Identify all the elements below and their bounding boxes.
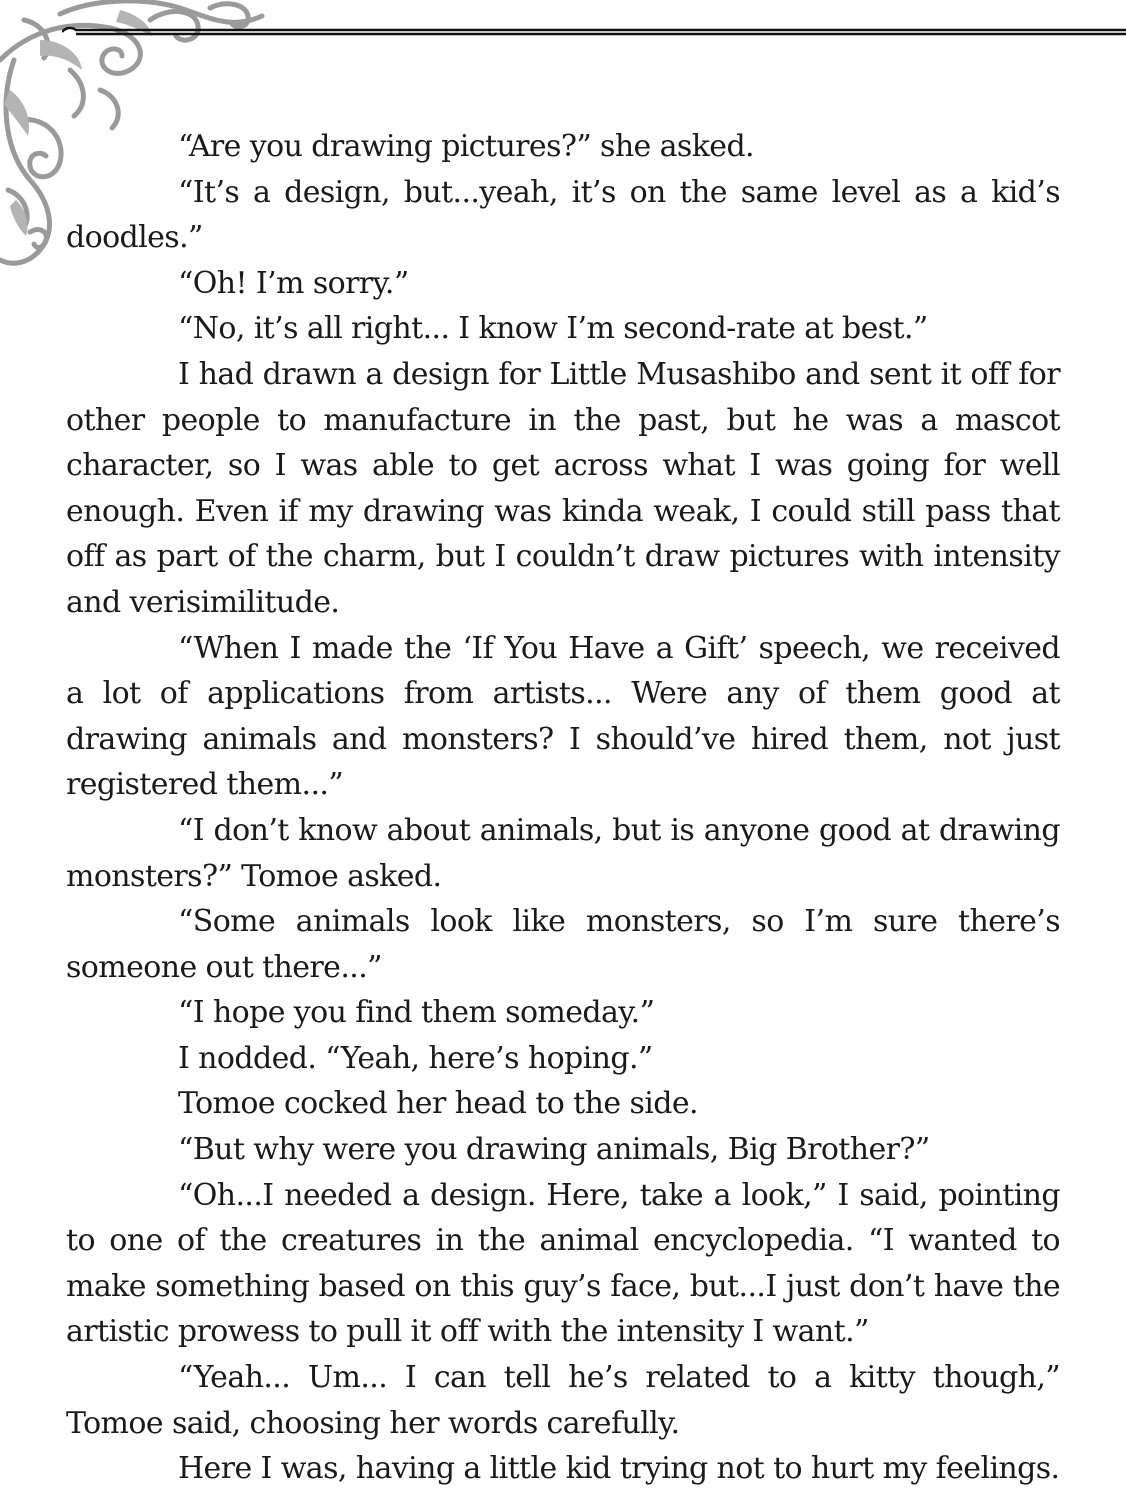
paragraph: “I hope you find them someday.”: [178, 995, 655, 1031]
paragraph: “Oh! I’m sorry.”: [178, 265, 409, 301]
paragraph: “When I made the ‘If You Have a Gift’ speech, we received a lot of applications from artists... Were any of them good at drawing animals and monsters? I should’ve hired them, not just registered them...”: [66, 630, 1060, 803]
paragraph: Here I was, having a little kid trying not to hurt my feelings.: [178, 1451, 1060, 1487]
paragraph: I had drawn a design for Little Musashibo and sent it off for other people to manufacture in the past, but he was a mascot character, so I was able to get across what I was going for well enough. Even if my drawing was kinda weak, I could still pass that off as part of the charm, but I couldn’t draw pictures with intensity and verisimilitude.: [66, 356, 1060, 620]
header-rule-icon: [62, 26, 1126, 38]
paragraph: “It’s a design, but...yeah, it’s on the same level as a kid’s doodles.”: [66, 174, 1060, 256]
paragraph: “Oh...I needed a design. Here, take a look,” I said, pointing to one of the creatures in the animal encyclopedia. “I wanted to make something based on this guy’s face, but...I just don’t have the artistic prowess to pull it off with the intensity I want.”: [66, 1177, 1060, 1350]
page-text: [66, 124, 1060, 1492]
paragraph: “Are you drawing pictures?” she asked.: [178, 129, 754, 164]
paragraph: “Yeah... Um... I can tell he’s related to a kitty though,” Tomoe said, choosing her words carefully.: [66, 1360, 1060, 1441]
paragraph: Tomoe cocked her head to the side.: [178, 1086, 698, 1122]
paragraph: “No, it’s all right... I know I’m second-rate at best.”: [178, 311, 928, 347]
paragraph: “I don’t know about animals, but is anyone good at drawing monsters?” Tomoe asked.: [66, 812, 1060, 894]
paragraph: “Some animals look like monsters, so I’m sure there’s someone out there...”: [66, 904, 1060, 985]
paragraph: I nodded. “Yeah, here’s hoping.”: [178, 1040, 653, 1076]
paragraph: “But why were you drawing animals, Big Brother?”: [178, 1132, 930, 1168]
